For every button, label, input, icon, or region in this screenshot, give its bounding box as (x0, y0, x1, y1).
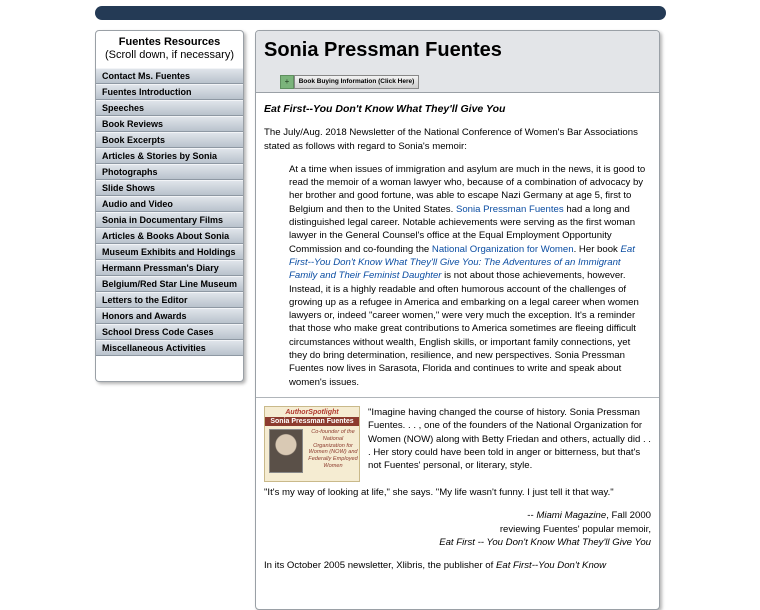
quote-attribution (264, 509, 651, 549)
sidebar-item-museum-exhibits[interactable]: Museum Exhibits and Holdings (96, 244, 243, 260)
sidebar-item-hermann-diary[interactable]: Hermann Pressman's Diary (96, 260, 243, 276)
newsletter-quote (289, 163, 651, 389)
sidebar-title-hint: (Scroll down, if necessary) (105, 49, 234, 61)
sidebar-item-articles-about-sonia[interactable]: Articles & Books About Sonia (96, 228, 243, 244)
xlibris-book-title: Eat First--You Don't Know (495, 560, 607, 572)
expand-tab-button[interactable]: + (280, 75, 294, 89)
sidebar-item-photographs[interactable]: Photographs (96, 164, 243, 180)
attribution-prefix: -- (527, 510, 537, 522)
author-photo (269, 429, 303, 473)
sidebar-item-honors-awards[interactable]: Honors and Awards (96, 308, 243, 324)
sidebar-item-book-reviews[interactable]: Book Reviews (96, 116, 243, 132)
sidebar-item-letters-editor[interactable]: Letters to the Editor (96, 292, 243, 308)
sidebar-item-book-excerpts[interactable]: Book Excerpts (96, 132, 243, 148)
sidebar-item-speeches[interactable]: Speeches (96, 100, 243, 116)
attribution-magazine: Miami Magazine (536, 510, 607, 522)
sidebar-item-articles-by-sonia[interactable]: Articles & Stories by Sonia (96, 148, 243, 164)
sidebar-item-miscellaneous[interactable]: Miscellaneous Activities (96, 340, 243, 356)
quote-text-4: is not about those achievements, however. Instead, it is a highly readable and often humorous account of the challenges of growing up as a refugee in America and embarking on a legal career when women lawyers or, indeed "career women," were very much the exception. It's a reminder that those who make great contributions to America sometimes are fleeing difficult circumstances without wealth, English skills, or important family connections, yet they do bring determination, resilience, and new perspectives. Sonia Pressman Fuentes now lives in Sarasota, Florida and continues to write and speak about women's issues. (289, 270, 639, 388)
sidebar-item-audio-video[interactable]: Audio and Video (96, 196, 243, 212)
section-heading: Eat First--You Don't Know What They'll Give You (264, 103, 506, 115)
page-title: Sonia Pressman Fuentes (264, 39, 502, 61)
miami-magazine-quote: "Imagine having changed the course of history. Sonia Pressman Fuentes. . . , one of the founders of the National Organization for Women (NOW) along with Betty Friedan and others, actually did . . . Her story could have been told in anger or bitterness, but that's not Fuentes' personal, or literary, style. (368, 406, 651, 472)
my-way-quote: "It's my way of looking at life," she says. "My life wasn't funny. I just tell it that way." (264, 486, 614, 498)
sidebar-item-red-star-line[interactable]: Belgium/Red Star Line Museum (96, 276, 243, 292)
author-spotlight-image[interactable] (264, 406, 360, 482)
intro-paragraph: The July/Aug. 2018 Newsletter of the National Conference of Women's Bar Associations stated as follows with regard to Sonia's memoir: (264, 127, 638, 152)
link-sonia-pressman-fuentes[interactable]: Sonia Pressman Fuentes (455, 203, 564, 215)
sidebar-nav (96, 68, 243, 356)
link-eat-first-book[interactable]: Eat First--You Don't Know What They'll Give You: The Adventures of an Immigrant Family and Their Feminist Daughter (289, 243, 635, 282)
quote-text-3: . Her book (573, 243, 621, 255)
section-divider (256, 397, 659, 398)
sidebar-title-main: Fuentes Resources (118, 36, 221, 48)
attribution-date: , Fall 2000 (606, 510, 651, 522)
spotlight-header: AuthorSpotlight (285, 408, 339, 416)
attribution-book-title: Eat First -- You Don't Know What They'll Give You (439, 536, 651, 548)
sidebar-item-slide-shows[interactable]: Slide Shows (96, 180, 243, 196)
sidebar-item-introduction[interactable]: Fuentes Introduction (96, 84, 243, 100)
article-body (256, 93, 659, 572)
sidebar-title (96, 31, 243, 68)
sidebar-item-dress-code-cases[interactable]: School Dress Code Cases (96, 324, 243, 340)
quote-text-2: had a long and distinguished legal career. Notable achievements were serving as the first woman lawyer in the General Counsel's office at the Equal Employment Opportunity Commission and co-founding the (289, 203, 636, 255)
attribution-reviewing: reviewing Fuentes' popular memoir, (499, 523, 651, 535)
xlibris-paragraph (264, 559, 651, 572)
sidebar-item-contact[interactable]: Contact Ms. Fuentes (96, 68, 243, 84)
tab-book-buying-info[interactable]: Book Buying Information (Click Here) (294, 75, 419, 89)
spotlight-caption: Co-founder of the National Organization for Women (NOW) and Federally Employed Women (308, 428, 358, 469)
xlibris-text: In its October 2005 newsletter, Xlibris, the publisher of (264, 560, 496, 572)
main-content (255, 30, 660, 610)
page-header (256, 31, 659, 93)
sidebar (95, 30, 244, 382)
top-banner-bar (95, 6, 666, 20)
quote-text-1: At a time when issues of immigration and asylum are much in the news, it is good to read the memoir of a woman lawyer who, because of a combination of advocacy by her brother and good fortune, was able to escape Nazi Germany at age 5, first to Belgium and then to the United States. (289, 163, 646, 215)
link-national-organization-for-women[interactable]: National Organization for Women (431, 243, 574, 255)
sidebar-item-documentary-films[interactable]: Sonia in Documentary Films (96, 212, 243, 228)
spotlight-name: Sonia Pressman Fuentes (265, 417, 359, 426)
